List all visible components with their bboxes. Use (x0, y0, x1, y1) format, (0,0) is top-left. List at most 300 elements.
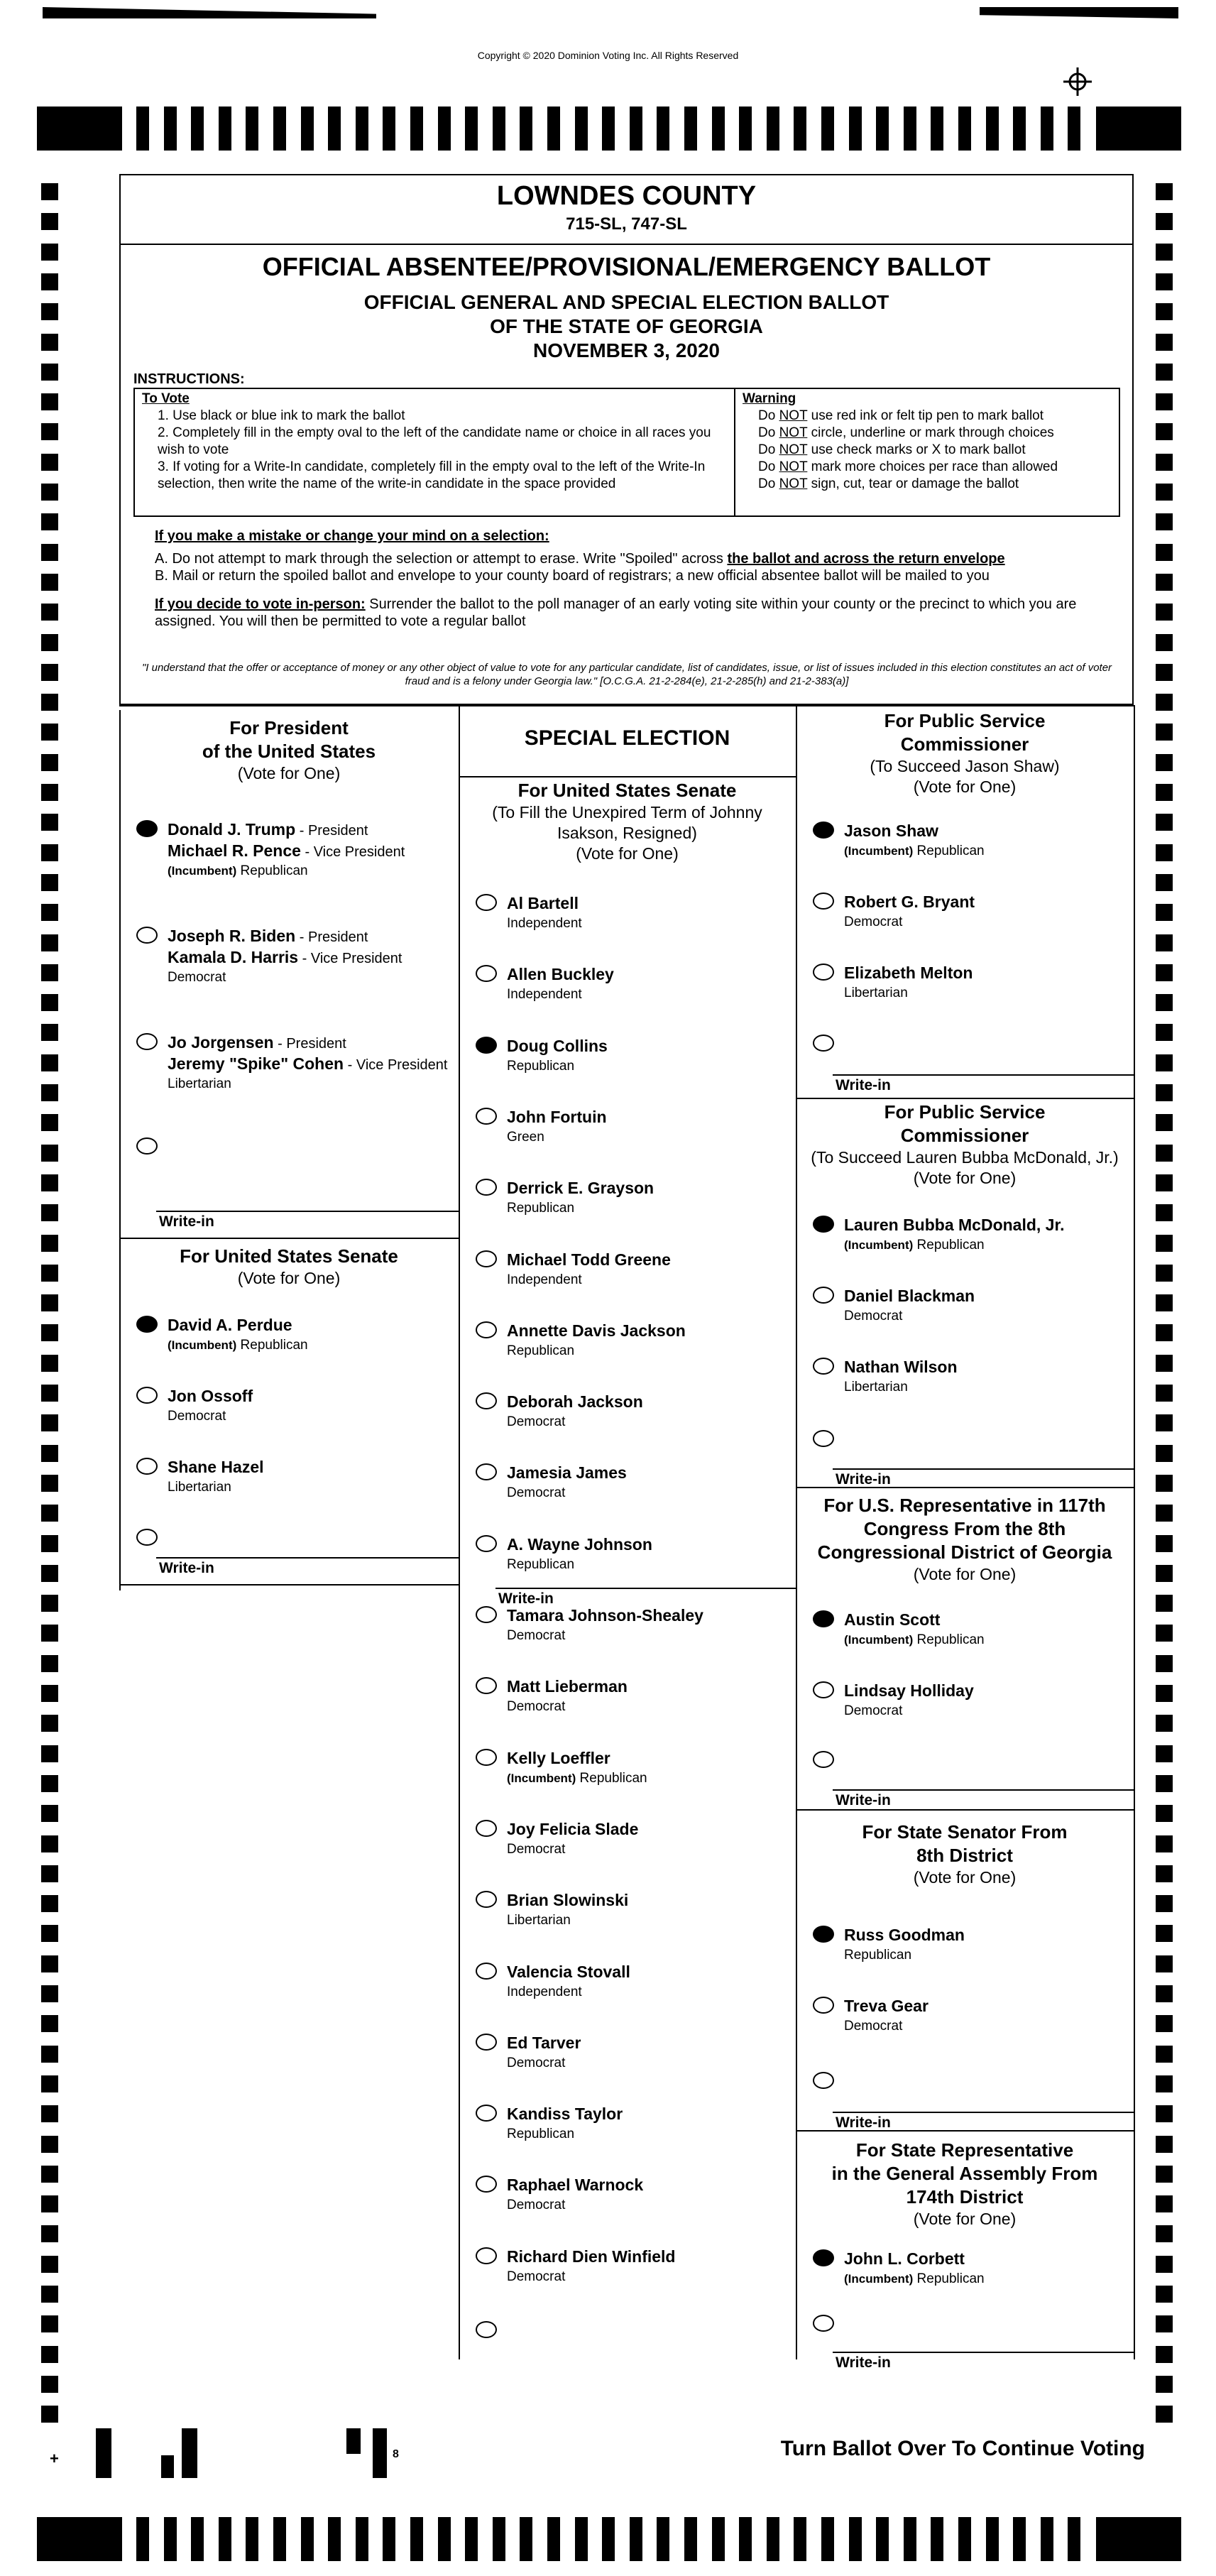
empty-oval[interactable] (476, 1749, 497, 1766)
write-in-label: Write-in (836, 1792, 891, 1808)
bar-code-mark (161, 2455, 174, 2478)
empty-oval[interactable] (476, 1250, 497, 1267)
race-block (796, 2130, 1134, 2371)
timing-square (1156, 1414, 1173, 1431)
empty-oval[interactable] (136, 1529, 158, 1546)
race-instruction: (To Succeed Jason Shaw) (870, 757, 1060, 775)
candidate-name-text: Jason Shaw (844, 822, 938, 840)
candidate-option[interactable] (459, 964, 796, 1023)
incumbent-label: (Incumbent) (168, 1338, 237, 1352)
empty-oval[interactable] (813, 1681, 834, 1698)
candidate-name-text: Tamara Johnson-Shealey (507, 1606, 703, 1625)
precinct-codes: 715-SL, 747-SL (566, 214, 687, 234)
empty-oval[interactable] (813, 1430, 834, 1447)
timing-bar (520, 107, 532, 151)
timing-square (41, 994, 58, 1011)
race-instruction: (Vote for One) (913, 1169, 1017, 1187)
timing-square (41, 1414, 58, 1431)
timing-bar (602, 107, 615, 151)
candidate-party (844, 1235, 985, 1255)
timing-square (41, 1145, 58, 1162)
empty-oval[interactable] (476, 1321, 497, 1338)
candidate-name-text: Michael Todd Greene (507, 1250, 671, 1269)
candidate-option[interactable] (119, 1314, 459, 1374)
timing-square (1156, 1505, 1173, 1522)
timing-bar (876, 2517, 889, 2561)
timing-bar (301, 107, 314, 151)
incumbent-label: (Incumbent) (507, 1771, 576, 1785)
candidate-name (168, 1314, 292, 1336)
timing-bar (958, 2517, 971, 2561)
candidate-name-text: Valencia Stovall (507, 1962, 630, 1981)
empty-oval[interactable] (476, 1891, 497, 1908)
timing-bar (191, 2517, 204, 2561)
party-name: Libertarian (844, 1380, 908, 1395)
candidate-party (168, 1336, 308, 1355)
timing-square (1156, 2406, 1173, 2423)
candidate-name (507, 1961, 630, 1982)
candidate-option[interactable] (459, 1249, 796, 1309)
candidate-name-text: A. Wayne Johnson (507, 1534, 652, 1554)
fraud-notice: "I understand that the offer or acceptance of money or any other object of value to vote for any particular candidate, list of candidates, issue, or list of issues included in this election constitutes an act of voter fraud and is a felony under Georgia law." [O.C.G.A. 21-2-284(e), 21-2-285(h) and 21-2-383(a)] (141, 662, 1112, 687)
warning-item (743, 442, 1112, 459)
race-instruction: (Vote for One) (913, 1565, 1017, 1583)
mistake-step-b: B. Mail or return the spoiled ballot and envelope to your county board of registrars; a new official absentee ballot will be mailed to you (155, 568, 990, 584)
candidate-name (844, 2248, 965, 2269)
filled-oval[interactable] (813, 1610, 834, 1627)
candidate-option[interactable] (459, 1534, 796, 1593)
candidate-party (844, 1377, 908, 1397)
mistake-step-a-emphasis: the ballot and across the return envelope (727, 551, 1005, 567)
candidate-name (168, 1456, 264, 1478)
race-block (796, 1487, 1134, 1809)
warning-do: Do (758, 442, 779, 457)
in-person-instructions (155, 596, 1106, 630)
timing-square (41, 844, 58, 861)
race-instruction: (To Succeed Lauren Bubba McDonald, Jr.) (811, 1148, 1119, 1167)
filled-oval[interactable] (813, 1216, 834, 1233)
race-title: For U.S. Representative in 117th (823, 1495, 1106, 1516)
candidate-option[interactable] (459, 1106, 796, 1166)
empty-oval[interactable] (476, 2321, 497, 2338)
running-mate-name (168, 840, 405, 863)
race-block (796, 1809, 1134, 2130)
timing-square (1156, 2256, 1173, 2273)
candidate-party (168, 861, 308, 881)
timing-square (41, 2256, 58, 2273)
to-vote-heading: To Vote (142, 391, 190, 406)
candidate-name (507, 1391, 643, 1412)
candidate-party (507, 1840, 565, 1860)
timing-bar (657, 107, 669, 151)
party-name: Democrat (168, 970, 226, 985)
candidate-party (168, 1478, 231, 1497)
candidate-option[interactable] (796, 1214, 1134, 1274)
empty-oval[interactable] (813, 1035, 834, 1052)
timing-square (41, 393, 58, 410)
candidate-name (507, 1035, 608, 1057)
bar-code-mark (96, 2428, 111, 2478)
candidate-option[interactable] (459, 1961, 796, 2021)
timing-square (41, 1715, 58, 1732)
filled-oval[interactable] (813, 2249, 834, 2266)
empty-oval[interactable] (476, 965, 497, 982)
race-block (796, 1098, 1134, 1487)
party-name: Republican (507, 1201, 575, 1216)
candidate-option[interactable] (459, 1320, 796, 1380)
timing-marks-top (37, 107, 1181, 151)
instruction-item: 3. If voting for a Write-In candidate, completely fill in the empty oval to the left of the Write-In selection, then write the name of the write-in candidate in the space provided (158, 459, 706, 491)
candidate-name (507, 1818, 638, 1840)
filled-oval[interactable] (813, 822, 834, 839)
candidate-option[interactable] (459, 2032, 796, 2092)
timing-bar (1041, 2517, 1053, 2561)
filled-oval[interactable] (136, 820, 158, 837)
candidate-party (507, 1199, 574, 1218)
party-name: Democrat (507, 1414, 566, 1430)
candidate-name (507, 964, 614, 985)
timing-square (1156, 2166, 1173, 2183)
candidate-name-text: Raphael Warnock (507, 2176, 644, 2195)
candidate-option[interactable] (796, 1609, 1134, 1669)
candidate-option[interactable] (459, 1818, 796, 1878)
candidate-name (168, 1032, 346, 1054)
party-name: Libertarian (168, 1076, 231, 1091)
timing-square (41, 664, 58, 681)
timing-bar (356, 2517, 368, 2561)
timing-bar (739, 107, 752, 151)
empty-oval[interactable] (476, 1820, 497, 1837)
timing-square (1156, 694, 1173, 711)
timing-bar (684, 107, 697, 151)
race-block (119, 1238, 459, 1586)
timing-square (1156, 934, 1173, 951)
race-block (796, 705, 1134, 1098)
race-instruction: (Vote for One) (913, 777, 1017, 796)
candidate-option[interactable] (459, 2246, 796, 2305)
candidate-option[interactable] (459, 1676, 796, 1735)
timing-bar (520, 2517, 532, 2561)
candidate-option[interactable] (459, 2103, 796, 2163)
timing-square (41, 334, 58, 351)
empty-oval[interactable] (476, 1108, 497, 1125)
candidate-name (844, 1995, 929, 2016)
timing-square (1156, 604, 1173, 621)
timing-bar (328, 107, 341, 151)
candidate-name-text: Allen Buckley (507, 965, 614, 984)
timing-bar (383, 2517, 395, 2561)
candidate-option[interactable] (119, 1456, 459, 1516)
timing-square (1156, 303, 1173, 320)
candidate-option[interactable] (796, 1356, 1134, 1416)
candidate-option[interactable] (459, 893, 796, 952)
candidate-name-text: John L. Corbett (844, 2249, 965, 2268)
running-mate-name-text: Jeremy "Spike" Cohen (168, 1054, 344, 1073)
candidate-name-text: Shane Hazel (168, 1458, 264, 1476)
race-heading (796, 709, 1134, 797)
timing-square (1156, 1835, 1173, 1852)
top-edge-stripe-left (43, 7, 376, 18)
timing-bar (739, 2517, 752, 2561)
mistake-heading: If you make a mistake or change your mind on a selection: (155, 528, 549, 544)
party-name: Democrat (507, 1485, 566, 1501)
timing-square (1156, 2046, 1173, 2063)
write-in-line (833, 1789, 1134, 1791)
candidate-option[interactable] (119, 819, 459, 878)
timing-bar (465, 2517, 478, 2561)
warning-do: Do (758, 425, 779, 440)
timing-square (41, 1324, 58, 1341)
turn-over-notice: Turn Ballot Over To Continue Voting (780, 2437, 1145, 2460)
empty-oval[interactable] (813, 1287, 834, 1304)
candidate-option[interactable] (119, 1385, 459, 1445)
race-heading (796, 1821, 1134, 1888)
timing-square (41, 454, 58, 471)
empty-oval[interactable] (136, 1458, 158, 1475)
empty-oval[interactable] (813, 964, 834, 981)
timing-square (1156, 1775, 1173, 1792)
write-in-label: Write-in (836, 2354, 891, 2371)
empty-oval[interactable] (136, 1033, 158, 1050)
timing-bar (493, 107, 505, 151)
candidate-name-text: Jamesia James (507, 1463, 627, 1483)
party-name: Democrat (507, 2198, 566, 2213)
candidate-name (507, 1106, 607, 1128)
race-title: For Public Service (884, 1101, 1046, 1123)
candidate-option[interactable] (459, 1747, 796, 1807)
timing-bar (958, 107, 971, 151)
empty-oval[interactable] (813, 2315, 834, 2332)
candidate-option[interactable] (796, 1924, 1134, 1984)
timing-square (41, 1895, 58, 1912)
timing-bar (1041, 107, 1053, 151)
candidate-option[interactable] (459, 2174, 796, 2234)
timing-square (1156, 634, 1173, 651)
timing-square (41, 2015, 58, 2032)
timing-square (1156, 513, 1173, 530)
timing-bar (273, 2517, 286, 2561)
timing-square (41, 1265, 58, 1282)
timing-square (41, 1505, 58, 1522)
timing-bar (438, 2517, 451, 2561)
incumbent-label: (Incumbent) (844, 1238, 914, 1252)
timing-square (41, 1114, 58, 1131)
empty-oval[interactable] (813, 1358, 834, 1375)
candidate-party (507, 1483, 565, 1503)
candidate-name (507, 2103, 623, 2124)
timing-square (41, 1955, 58, 1972)
race-instruction: (To Fill the Unexpired Term of Johnny (492, 803, 762, 822)
empty-oval[interactable] (813, 1997, 834, 2014)
empty-oval[interactable] (813, 2072, 834, 2089)
official-title: OFFICIAL ABSENTEE/PROVISIONAL/EMERGENCY BALLOT (262, 252, 991, 281)
candidate-option[interactable] (459, 1605, 796, 1664)
empty-oval[interactable] (136, 1387, 158, 1404)
timing-square (1156, 2286, 1173, 2303)
candidate-name-text: Austin Scott (844, 1610, 941, 1629)
candidate-option[interactable] (459, 1462, 796, 1522)
party-name: Democrat (507, 1841, 566, 1857)
timing-square (41, 934, 58, 951)
timing-square (41, 2105, 58, 2122)
write-in-line (833, 2112, 1134, 2113)
empty-oval[interactable] (476, 1535, 497, 1552)
timing-bar (246, 107, 258, 151)
timing-square (1156, 1385, 1173, 1402)
candidate-option[interactable] (796, 1680, 1134, 1740)
timing-square (1156, 784, 1173, 801)
empty-oval[interactable] (476, 1606, 497, 1623)
write-in-option[interactable] (119, 1136, 459, 1196)
bar-code-mark (346, 2428, 361, 2454)
write-in-label: Write-in (836, 1077, 891, 1093)
filled-oval[interactable] (476, 1037, 497, 1054)
candidate-party (507, 914, 582, 934)
timing-bar (219, 107, 231, 151)
timing-square (1156, 2195, 1173, 2212)
empty-oval[interactable] (476, 2034, 497, 2051)
empty-oval[interactable] (136, 927, 158, 944)
write-in-label: Write-in (836, 2114, 891, 2131)
candidate-option[interactable] (796, 2248, 1134, 2308)
timing-square (1156, 2315, 1173, 2332)
empty-oval[interactable] (476, 2247, 497, 2264)
timing-square (41, 2136, 58, 2153)
candidate-name (507, 2174, 643, 2195)
race-instruction: (Vote for One) (913, 2210, 1017, 2228)
candidate-party (844, 1945, 911, 1965)
running-mate-name-text: Michael R. Pence (168, 841, 301, 860)
timing-square (1156, 1925, 1173, 1942)
write-in-line (833, 1468, 1134, 1470)
timing-bar (136, 107, 149, 151)
timing-square (1156, 844, 1173, 861)
timing-square (41, 364, 58, 381)
timing-bar (767, 107, 779, 151)
timing-bar (794, 2517, 806, 2561)
empty-oval[interactable] (813, 893, 834, 910)
empty-oval[interactable] (813, 1751, 834, 1768)
timing-square (1156, 1054, 1173, 1071)
race-instruction: (Vote for One) (237, 764, 341, 782)
candidate-name-text: Lindsay Holliday (844, 1681, 974, 1700)
party-name: Democrat (844, 1309, 903, 1324)
empty-oval[interactable] (136, 1137, 158, 1155)
candidate-option[interactable] (796, 962, 1134, 1022)
filled-oval[interactable] (813, 1926, 834, 1943)
candidate-party (507, 2053, 565, 2073)
empty-oval[interactable] (476, 1392, 497, 1409)
timing-square (41, 1595, 58, 1612)
party-name: Republican (913, 1238, 985, 1252)
candidate-option[interactable] (796, 1995, 1134, 2055)
timing-square (1156, 1715, 1173, 1732)
candidate-name (507, 2032, 581, 2053)
timing-square (1156, 1865, 1173, 1882)
timing-bar (547, 107, 560, 151)
warning-not: NOT (779, 442, 808, 457)
timing-square (1156, 1595, 1173, 1612)
in-person-text: Surrender the ballot to the poll manager of an early voting site within your county or the precinct to which you are assigned. You will then be permitted to vote a regular ballot (155, 596, 1077, 629)
candidate-option[interactable] (796, 891, 1134, 951)
candidate-party (507, 1769, 647, 1789)
timing-square (41, 1565, 58, 1582)
candidate-name (844, 1680, 974, 1701)
candidate-party (507, 1341, 574, 1361)
candidate-option[interactable] (459, 1889, 796, 1949)
race-title: For Public Service (884, 710, 1046, 731)
candidate-party (507, 1982, 582, 2002)
empty-oval[interactable] (476, 1677, 497, 1694)
empty-oval[interactable] (476, 2176, 497, 2193)
party-name: Republican (576, 1770, 647, 1786)
candidate-option[interactable] (796, 1285, 1134, 1345)
timing-bar (712, 2517, 725, 2561)
candidate-name (844, 1285, 975, 1306)
candidate-option[interactable] (459, 1391, 796, 1451)
timing-square (41, 2075, 58, 2092)
candidate-party (507, 1697, 565, 1717)
timing-square (1156, 874, 1173, 891)
candidate-party (168, 1407, 226, 1426)
empty-oval[interactable] (476, 2105, 497, 2122)
candidate-name-text: Jon Ossoff (168, 1387, 253, 1405)
candidate-party (507, 2267, 565, 2287)
candidate-name-text: Donald J. Trump (168, 820, 296, 839)
candidate-option[interactable] (119, 925, 459, 985)
candidate-party (168, 968, 226, 988)
candidate-name (507, 1462, 627, 1483)
race-heading (459, 779, 796, 864)
warning-not: NOT (779, 425, 808, 440)
timing-square (1156, 754, 1173, 771)
incumbent-label: (Incumbent) (844, 2272, 914, 2286)
timing-bar (438, 107, 451, 151)
party-name: Democrat (507, 2055, 566, 2070)
timing-bar (575, 2517, 588, 2561)
timing-square (1156, 1294, 1173, 1311)
candidate-option[interactable] (459, 1177, 796, 1237)
party-name: Libertarian (507, 1913, 571, 1928)
timing-square (41, 1054, 58, 1071)
candidate-option[interactable] (119, 1032, 459, 1091)
timing-bar (794, 107, 806, 151)
party-name: Republican (507, 2127, 575, 2142)
column-divider (119, 710, 121, 1590)
candidate-option[interactable] (459, 1035, 796, 1095)
filled-oval[interactable] (136, 1316, 158, 1333)
party-name: Democrat (507, 1699, 566, 1715)
empty-oval[interactable] (476, 894, 497, 911)
candidate-option[interactable] (796, 820, 1134, 880)
timing-square (1156, 904, 1173, 921)
candidate-name (844, 1356, 958, 1377)
incumbent-label: (Incumbent) (168, 864, 237, 878)
empty-oval[interactable] (476, 1179, 497, 1196)
candidate-name-text: Kelly Loeffler (507, 1748, 610, 1767)
mistake-instructions (155, 528, 1106, 630)
running-mate-name-text: Kamala D. Harris (168, 948, 299, 966)
candidate-name-text: David A. Perdue (168, 1316, 292, 1334)
empty-oval[interactable] (476, 1963, 497, 1980)
timing-block (1096, 107, 1181, 151)
timing-bar (410, 2517, 423, 2561)
warning-list (743, 408, 1112, 493)
timing-square (1156, 814, 1173, 831)
empty-oval[interactable] (476, 1463, 497, 1480)
race-heading (796, 1101, 1134, 1189)
write-in-option[interactable] (459, 2320, 796, 2379)
